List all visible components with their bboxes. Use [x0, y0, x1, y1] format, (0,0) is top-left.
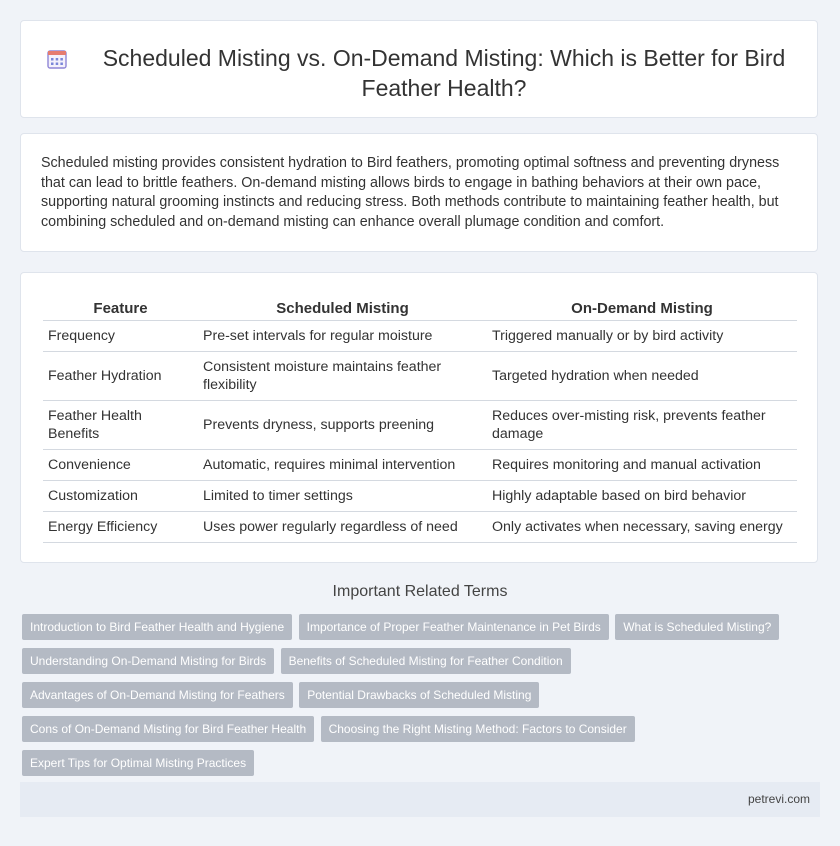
comparison-table-card [20, 272, 818, 563]
table-cell-feature: Customization [43, 481, 198, 512]
table-cell-scheduled: Automatic, requires minimal intervention [198, 450, 487, 481]
related-term-tag[interactable]: Expert Tips for Optimal Misting Practices [22, 750, 254, 776]
related-terms-list [22, 614, 822, 784]
table-cell-scheduled: Uses power regularly regardless of need [198, 512, 487, 543]
table-cell-scheduled: Limited to timer settings [198, 481, 487, 512]
table-cell-on-demand: Targeted hydration when needed [487, 352, 797, 401]
table-cell-scheduled: Prevents dryness, supports preening [198, 401, 487, 450]
related-term-tag[interactable]: Choosing the Right Misting Method: Factors to Consider [321, 716, 635, 742]
table-cell-feature: Frequency [43, 321, 198, 352]
table-cell-feature: Energy Efficiency [43, 512, 198, 543]
related-term-tag[interactable]: Advantages of On-Demand Misting for Feathers [22, 682, 293, 708]
table-cell-on-demand: Requires monitoring and manual activation [487, 450, 797, 481]
related-term-tag[interactable]: What is Scheduled Misting? [615, 614, 779, 640]
table-cell-feature: Feather Hydration [43, 352, 198, 401]
table-cell-scheduled: Pre-set intervals for regular moisture [198, 321, 487, 352]
table-header-row [43, 296, 797, 321]
related-term-tag[interactable]: Importance of Proper Feather Maintenance in Pet Birds [299, 614, 609, 640]
summary-card [20, 133, 818, 252]
column-header-on-demand: On-Demand Misting [487, 296, 797, 321]
title-card [20, 20, 818, 118]
table-row [43, 321, 797, 352]
table-row [43, 352, 797, 401]
related-terms-heading: Important Related Terms [332, 583, 508, 600]
table-cell-feature: Feather Health Benefits [43, 401, 198, 450]
table-cell-on-demand: Reduces over-misting risk, prevents feather damage [487, 401, 797, 450]
comparison-table [43, 296, 797, 543]
footer [20, 782, 820, 817]
table-cell-on-demand: Highly adaptable based on bird behavior [487, 481, 797, 512]
table-cell-feature: Convenience [43, 450, 198, 481]
related-term-tag[interactable]: Understanding On-Demand Misting for Birds [22, 648, 274, 674]
table-cell-on-demand: Triggered manually or by bird activity [487, 321, 797, 352]
related-term-tag[interactable]: Benefits of Scheduled Misting for Feather Condition [281, 648, 571, 674]
table-cell-scheduled: Consistent moisture maintains feather flexibility [198, 352, 487, 401]
column-header-feature: Feature [43, 296, 198, 321]
summary-text: Scheduled misting provides consistent hydration to Bird feathers, promoting optimal softness and preventing dryness that can lead to brittle feathers. On-demand misting allows birds to engage in bathing behaviors at their own pace, supporting natural grooming instincts and reducing stress. Both methods contribute to maintaining feather health, but combining scheduled and on-demand misting can enhance overall plumage condition and comfort. [41, 155, 780, 230]
table-row [43, 481, 797, 512]
table-row [43, 450, 797, 481]
related-term-tag[interactable]: Potential Drawbacks of Scheduled Misting [299, 682, 539, 708]
table-row [43, 401, 797, 450]
related-term-tag[interactable]: Introduction to Bird Feather Health and Hygiene [22, 614, 292, 640]
calendar-icon [46, 48, 68, 70]
footer-site-link[interactable]: petrevi.com [747, 792, 810, 806]
table-cell-on-demand: Only activates when necessary, saving energy [487, 512, 797, 543]
related-term-tag[interactable]: Cons of On-Demand Misting for Bird Feather Health [22, 716, 314, 742]
table-row [43, 512, 797, 543]
column-header-scheduled: Scheduled Misting [198, 296, 487, 321]
page-title: Scheduled Misting vs. On-Demand Misting: Which is Better for Bird Feather Health? [102, 45, 786, 101]
